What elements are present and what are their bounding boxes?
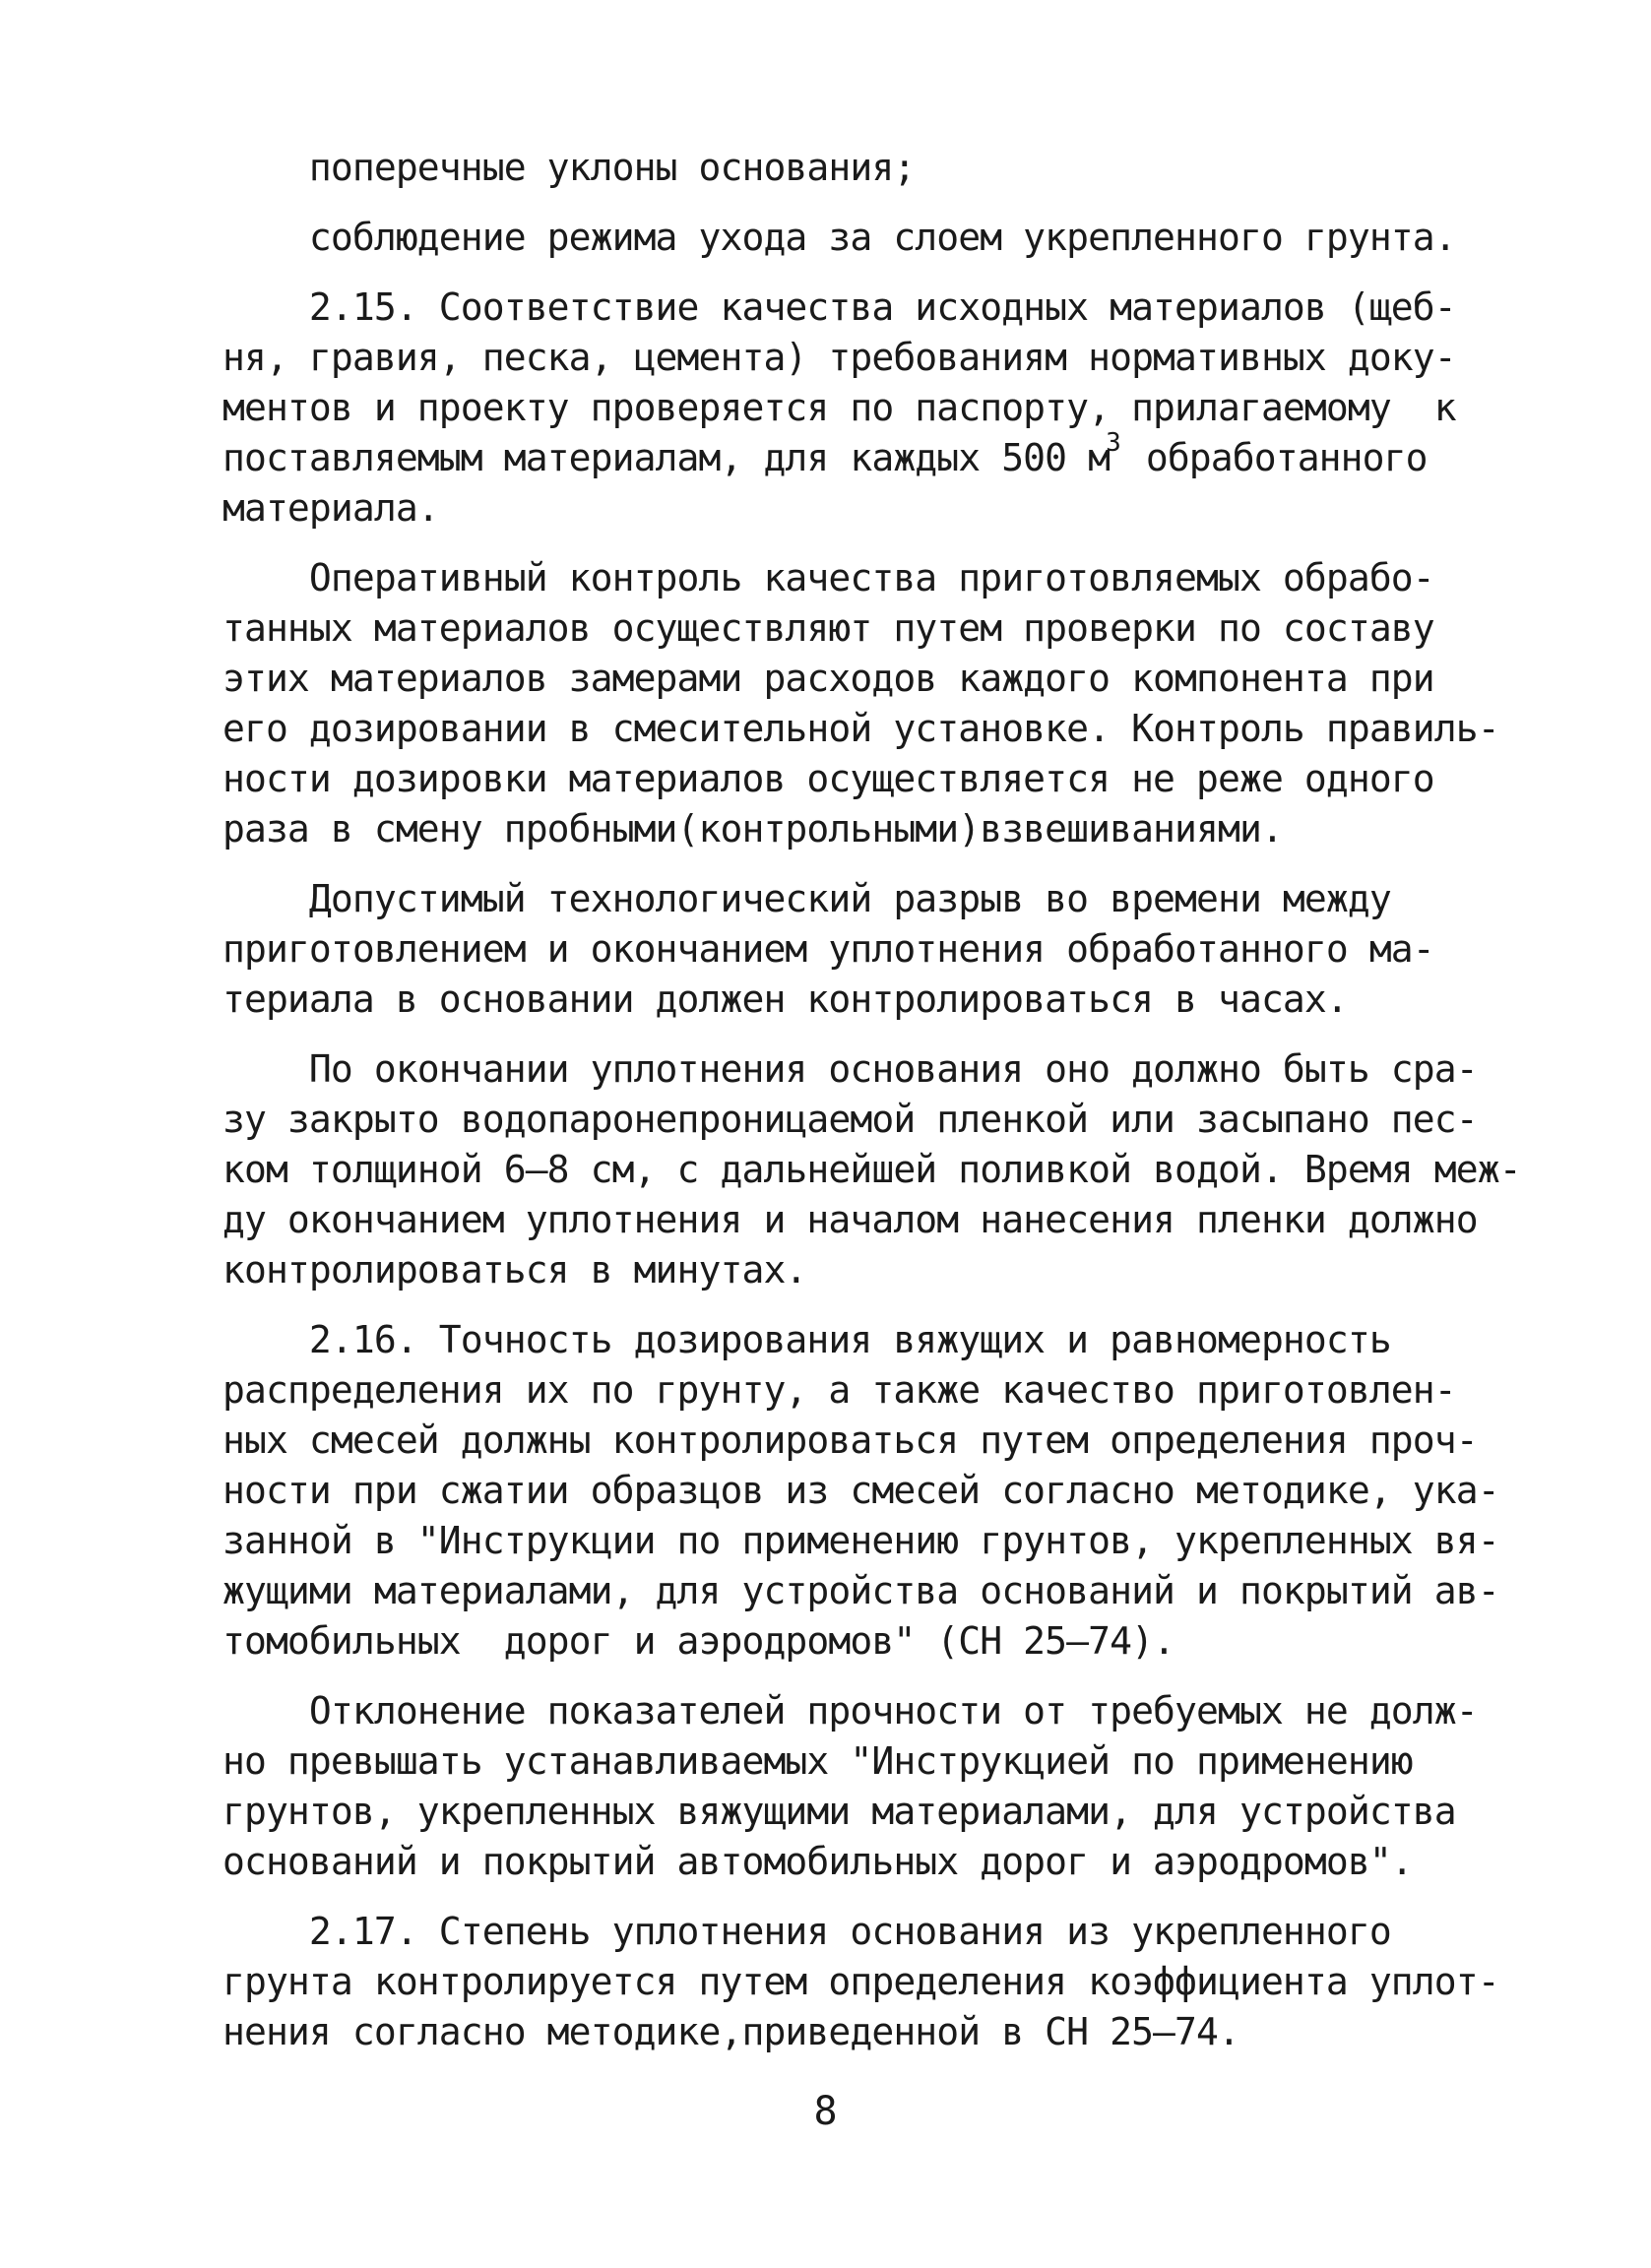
text-line: этих материалов замерами расходов каждого компонента при bbox=[222, 657, 1434, 700]
text-line: оснований и покрытий автомобильных дорог и аэродромов". bbox=[222, 1840, 1413, 1883]
text-line: раза в смену пробными(контрольными)взвешиваниями. bbox=[222, 807, 1283, 850]
text-segment: поставляемым материалам, для каждых 500 м bbox=[222, 436, 1111, 479]
superscript-cubic: 3 bbox=[1106, 428, 1120, 458]
text-line: зу закрыто водопаронепроницаемой пленкой или засыпано пес- bbox=[222, 1098, 1478, 1141]
paragraph-2-17 bbox=[222, 1907, 1499, 2057]
text-line: ду окончанием уплотнения и началом нанесения пленки должно bbox=[222, 1198, 1478, 1241]
paragraph-transverse-slopes bbox=[222, 143, 1463, 193]
paragraph-strength-deviation bbox=[222, 1686, 1478, 1887]
paragraph-2-15 bbox=[222, 283, 1463, 534]
text-line: занной в "Инструкции по применению грунтов, укрепленных вя- bbox=[222, 1519, 1499, 1562]
text-line: танных материалов осуществляют путем проверки по составу bbox=[222, 606, 1434, 650]
paragraph-care-regime bbox=[222, 213, 1463, 263]
text-line: но превышать устанавливаемых "Инструкцией по применению bbox=[222, 1739, 1413, 1783]
text-line: ности при сжатии образцов из смесей согласно методике, ука- bbox=[222, 1469, 1499, 1512]
text-line: ня, гравия, песка, цемента) требованиям нормативных доку- bbox=[222, 336, 1456, 379]
paragraph-2-16 bbox=[222, 1315, 1499, 1667]
text-line: ных смесей должны контролироваться путем определения проч- bbox=[222, 1418, 1478, 1462]
text-line: Отклонение показателей прочности от требуемых не долж- bbox=[222, 1689, 1478, 1732]
text-line: 2.15. Соответствие качества исходных материалов (щеб- bbox=[222, 285, 1456, 329]
text-line: 2.16. Точность дозирования вяжущих и равномерность bbox=[222, 1318, 1391, 1361]
paragraph-after-compaction bbox=[222, 1044, 1521, 1295]
text-line: материала. bbox=[222, 486, 439, 530]
text-line: грунта контролируется путем определения коэффициента уплот- bbox=[222, 1960, 1499, 2003]
text-line-with-superscript bbox=[222, 428, 1463, 483]
text-line: контролироваться в минутах. bbox=[222, 1248, 807, 1292]
document-body bbox=[222, 143, 1521, 2057]
text-line: приготовлением и окончанием уплотнения обработанного ма- bbox=[222, 927, 1434, 971]
text-line: распределения их по грунту, а также качество приготовлен- bbox=[222, 1368, 1456, 1412]
text-segment: обработанного bbox=[1123, 436, 1428, 479]
text-line: ментов и проекту проверяется по паспорту, прилагаемому к bbox=[222, 386, 1456, 429]
text-line: ком толщиной 6–8 см, с дальнейшей поливкой водой. Время меж- bbox=[222, 1148, 1521, 1191]
text-line: нения согласно методике,приведенной в СН 25–74. bbox=[222, 2010, 1239, 2053]
text-line: поперечные уклоны основания; bbox=[222, 146, 916, 189]
text-line: териала в основании должен контролироваться в часах. bbox=[222, 977, 1348, 1021]
paragraph-technological-gap bbox=[222, 874, 1463, 1025]
text-line: его дозировании в смесительной установке. Контроль правиль- bbox=[222, 707, 1499, 750]
text-line: томобильных дорог и аэродромов" (СН 25–74). bbox=[222, 1619, 1175, 1663]
page-number: 8 bbox=[813, 2089, 838, 2134]
paragraph-operational-control bbox=[222, 553, 1499, 854]
text-line: Оперативный контроль качества приготовляемых обрабо- bbox=[222, 556, 1434, 599]
text-line: 2.17. Степень уплотнения основания из укрепленного bbox=[222, 1910, 1391, 1953]
text-line: грунтов, укрепленных вяжущими материалами, для устройства bbox=[222, 1790, 1456, 1833]
text-line: жущими материалами, для устройства оснований и покрытий ав- bbox=[222, 1569, 1499, 1612]
text-line: ности дозировки материалов осуществляется не реже одного bbox=[222, 757, 1434, 800]
text-line: соблюдение режима ухода за слоем укрепленного грунта. bbox=[222, 216, 1456, 259]
text-line: Допустимый технологический разрыв во времени между bbox=[222, 877, 1391, 920]
text-line: По окончании уплотнения основания оно должно быть сра- bbox=[222, 1047, 1478, 1091]
